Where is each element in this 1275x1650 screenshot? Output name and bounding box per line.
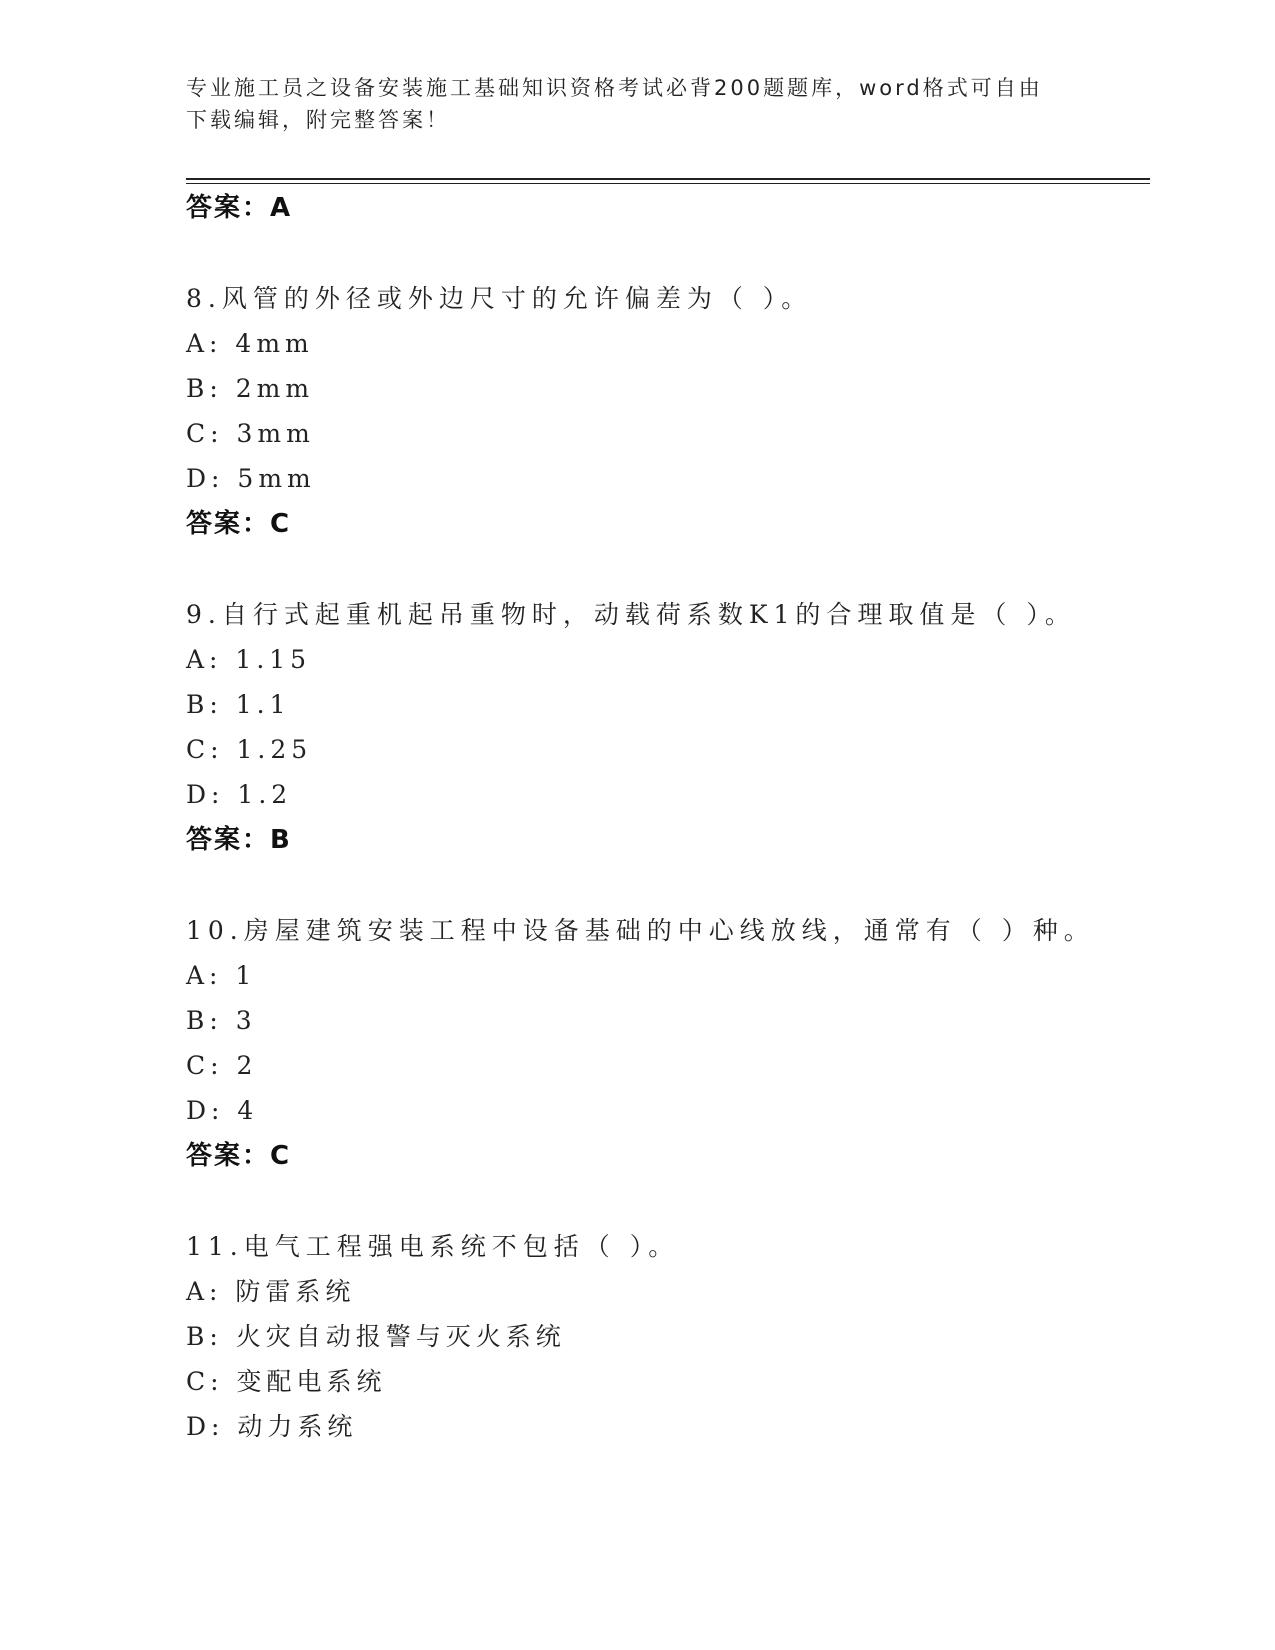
question-10-answer: 答案：C	[186, 1141, 292, 1171]
question-8-option-d: D: 5mm	[186, 464, 316, 493]
header-divider	[186, 178, 1150, 180]
question-10-option-d: D: 4	[186, 1096, 259, 1125]
question-11-stem: 11.电气工程强电系统不包括（ ）。	[186, 1232, 680, 1261]
question-11-option-d: D: 动力系统	[186, 1412, 358, 1441]
question-9-answer: 答案：B	[186, 825, 292, 855]
question-10-option-a: A: 1	[186, 961, 257, 990]
document-header: 专业施工员之设备安装施工基础知识资格考试必背200题题库，word格式可自由下载编辑，附完整答案！	[186, 76, 1043, 132]
question-8-stem: 8.风管的外径或外边尺寸的允许偏差为（ ）。	[186, 284, 813, 313]
question-9-option-c: C: 1.25	[186, 735, 313, 764]
question-10-option-c: C: 2	[186, 1051, 258, 1080]
previous-answer: 答案：A	[186, 193, 293, 223]
question-11-option-b: B: 火灾自动报警与灭火系统	[186, 1322, 566, 1351]
question-8-option-a: A: 4mm	[186, 329, 314, 358]
header-divider-thin	[186, 183, 1150, 184]
question-11-option-a: A: 防雷系统	[186, 1277, 356, 1306]
question-9-option-d: D: 1.2	[186, 780, 293, 809]
question-10-stem: 10.房屋建筑安装工程中设备基础的中心线放线，通常有（ ）种。	[186, 916, 1095, 945]
question-8-option-c: C: 3mm	[186, 419, 315, 448]
question-9-option-b: B: 1.1	[186, 690, 291, 719]
question-11-option-c: C: 变配电系统	[186, 1367, 387, 1396]
question-10-option-b: B: 3	[186, 1006, 257, 1035]
question-8-answer: 答案：C	[186, 509, 292, 539]
question-8-option-b: B: 2mm	[186, 374, 315, 403]
question-9-stem: 9.自行式起重机起吊重物时，动载荷系数K1的合理取值是（ ）。	[186, 600, 1076, 629]
question-9-option-a: A: 1.15	[186, 645, 312, 674]
